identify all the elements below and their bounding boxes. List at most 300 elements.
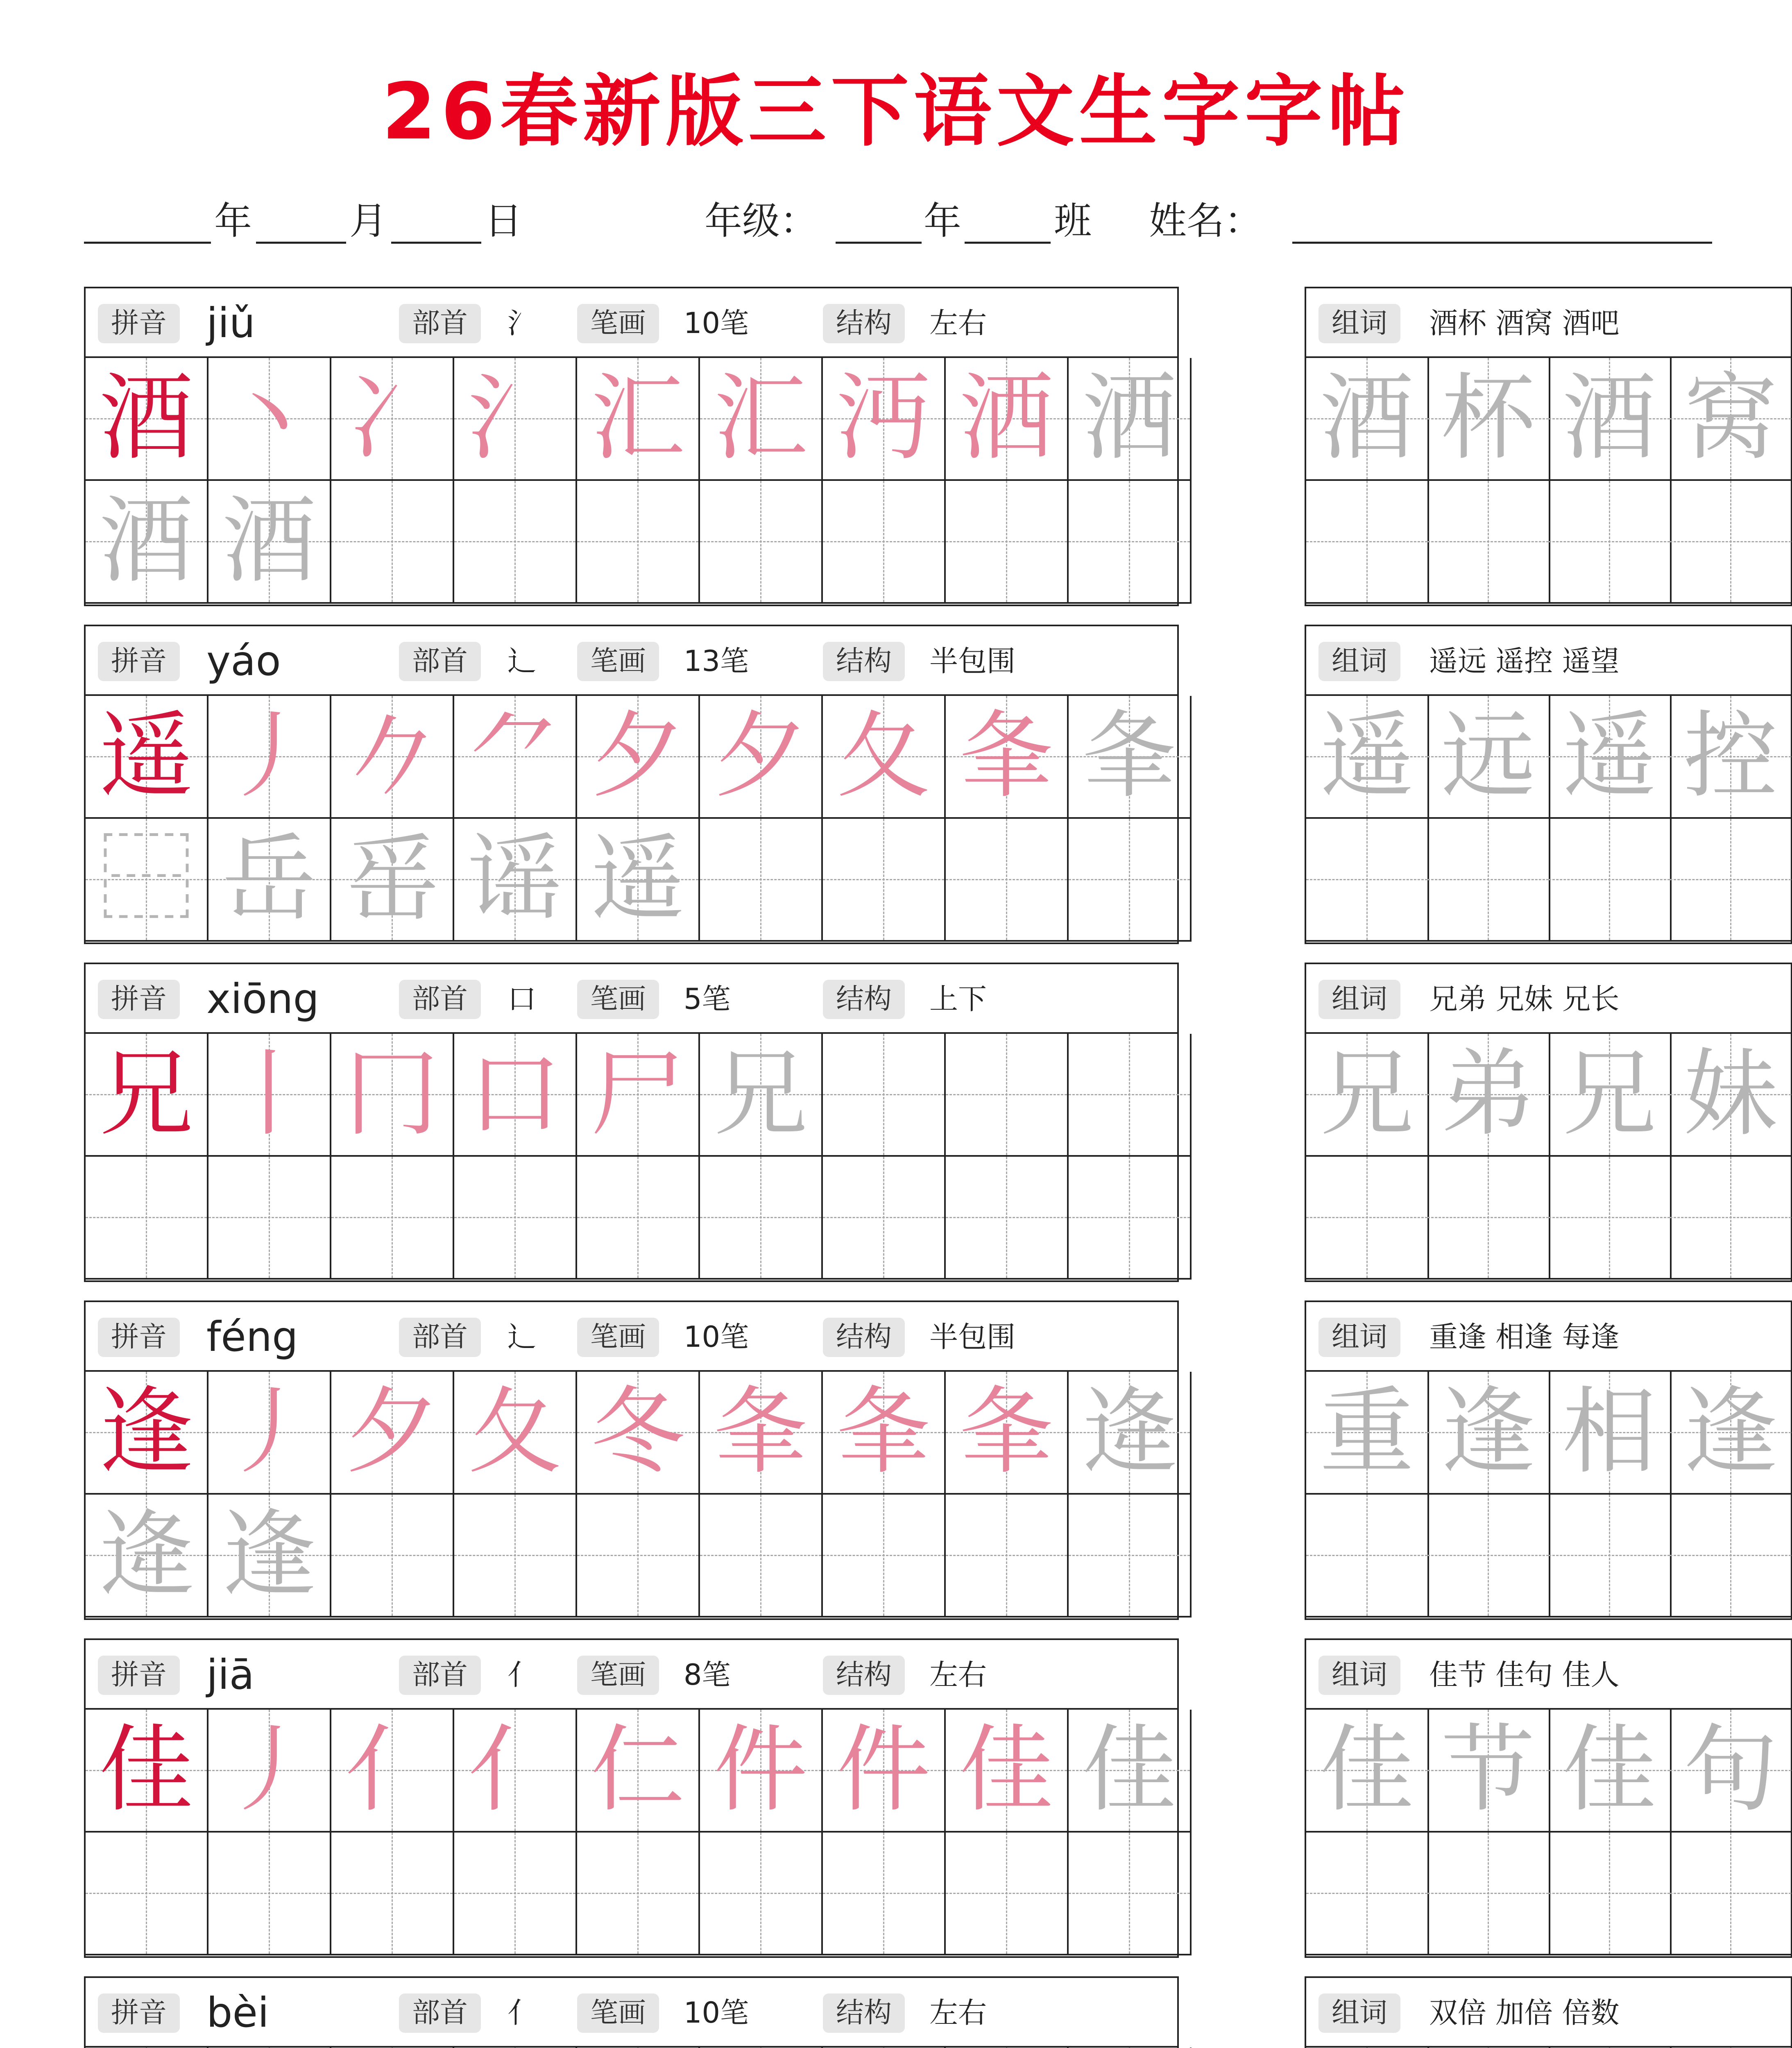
strokes-value: 10笔 xyxy=(684,1996,749,2030)
grid-guide-vertical xyxy=(883,1833,884,1954)
strokes-value: 10笔 xyxy=(684,306,749,340)
word-cell[interactable] xyxy=(1306,1710,1429,1833)
grid-guide-vertical xyxy=(1129,1034,1130,1155)
trace-cell[interactable] xyxy=(577,1833,700,1955)
word-blank-cell[interactable] xyxy=(1427,1157,1550,1280)
word-cell[interactable] xyxy=(1306,1372,1429,1495)
grid-guide-vertical xyxy=(1488,1833,1489,1954)
stroke-step-cell[interactable] xyxy=(946,1710,1069,1833)
words-label: 组词 xyxy=(1319,1656,1400,1695)
stroke-step-cell[interactable] xyxy=(1069,696,1192,819)
stroke-step-cell[interactable] xyxy=(1069,358,1192,481)
word-cell[interactable] xyxy=(1549,1372,1672,1495)
word-cell[interactable] xyxy=(1549,1710,1672,1833)
word-info-bar xyxy=(1306,1640,1791,1710)
character-info-bar xyxy=(86,1640,1177,1710)
stroke-step-character: 丨 xyxy=(222,1040,316,1149)
word-blank-cell[interactable] xyxy=(1306,1495,1429,1618)
grid-guide-vertical xyxy=(1366,819,1368,940)
trace-cell[interactable] xyxy=(1069,1833,1192,1955)
strokes-label: 笔画 xyxy=(577,1994,659,2033)
word-blank-cell[interactable] xyxy=(1306,819,1429,942)
grade-label: 年级： xyxy=(705,199,818,243)
stroke-step-character: 夆 xyxy=(959,1377,1053,1487)
stroke-step-cell[interactable] xyxy=(208,358,331,481)
stroke-step-cell[interactable] xyxy=(1069,1034,1192,1157)
word-box xyxy=(1305,1976,1792,2048)
strokes-value: 5笔 xyxy=(684,982,731,1016)
grid-guide-vertical xyxy=(1129,1495,1130,1616)
practice-box xyxy=(84,963,1179,1282)
class-blank[interactable] xyxy=(965,201,1051,244)
grid-guide-vertical xyxy=(1366,1833,1368,1954)
word-character: 重 xyxy=(1319,1377,1414,1487)
grid-guide-vertical xyxy=(1488,1495,1489,1616)
stroke-step-character: 件 xyxy=(713,1715,808,1825)
grid-guide-vertical xyxy=(760,1157,761,1278)
stroke-step-cell[interactable] xyxy=(946,1372,1069,1495)
trace-cell[interactable] xyxy=(454,1833,577,1955)
stroke-step-character: 仁 xyxy=(590,1715,685,1825)
stroke-step-cell[interactable] xyxy=(946,358,1069,481)
words-value: 酒杯 酒窝 酒吧 xyxy=(1429,306,1620,340)
word-cell[interactable] xyxy=(1306,696,1429,819)
pinyin-value: féng xyxy=(206,1313,298,1361)
grid-guide-vertical xyxy=(883,1495,884,1616)
radical-value: 亻 xyxy=(507,1658,536,1692)
trace-cell[interactable] xyxy=(823,1495,946,1618)
words-value: 重逢 相逢 每逢 xyxy=(1429,1320,1620,1354)
stroke-step-character: 夂 xyxy=(467,1377,562,1487)
word-cell[interactable] xyxy=(1549,1034,1672,1157)
trace-cell[interactable] xyxy=(454,481,577,604)
stroke-step-character: 尸 xyxy=(590,1040,685,1149)
date-name-header xyxy=(84,201,1712,258)
words-label: 组词 xyxy=(1319,1318,1400,1357)
trace-cell[interactable] xyxy=(823,481,946,604)
strokes-label: 笔画 xyxy=(577,980,659,1019)
trace-cell[interactable] xyxy=(700,1833,823,1955)
grid-guide-vertical xyxy=(146,1157,147,1278)
word-cell[interactable] xyxy=(1549,696,1672,819)
structure-label: 结构 xyxy=(823,304,905,343)
trace-cell[interactable] xyxy=(577,1157,700,1280)
stroke-step-character: 件 xyxy=(836,1715,931,1825)
trace-character: 酒 xyxy=(222,487,316,596)
grid-guide-vertical xyxy=(1006,1034,1007,1155)
grid-guide-vertical xyxy=(1129,1157,1130,1278)
stroke-step-cell[interactable] xyxy=(454,1710,577,1833)
trace-cell[interactable] xyxy=(208,819,331,942)
trace-character: 岳 xyxy=(222,825,316,934)
model-cell[interactable] xyxy=(86,358,208,481)
stroke-step-cell[interactable] xyxy=(454,358,577,481)
word-blank-cell[interactable] xyxy=(1549,819,1672,942)
word-blank-cell[interactable] xyxy=(1306,1157,1429,1280)
strokes-value: 8笔 xyxy=(684,1658,731,1692)
trace-cell[interactable] xyxy=(86,819,208,942)
word-info-bar xyxy=(1306,1302,1791,1372)
page-title: 26春新版三下语文生字字帖 xyxy=(382,66,1410,157)
trace-cell[interactable] xyxy=(823,1157,946,1280)
structure-label: 结构 xyxy=(823,1994,905,2033)
structure-label: 结构 xyxy=(823,1318,905,1357)
word-character: 妹 xyxy=(1683,1040,1778,1149)
word-cell[interactable] xyxy=(1306,358,1429,481)
stroke-step-character: 佳 xyxy=(1082,1715,1176,1825)
stroke-step-cell[interactable] xyxy=(454,1372,577,1495)
stroke-step-cell[interactable] xyxy=(577,696,700,819)
word-character: 佳 xyxy=(1319,1715,1414,1825)
stroke-step-cell[interactable] xyxy=(946,1034,1069,1157)
word-character: 相 xyxy=(1562,1377,1656,1487)
pinyin-label: 拼音 xyxy=(98,304,180,343)
grid-guide-vertical xyxy=(392,481,393,602)
word-info-bar xyxy=(1306,626,1791,696)
word-box xyxy=(1305,287,1792,606)
character-info-bar xyxy=(86,1978,1177,2048)
stroke-step-character: 逄 xyxy=(1082,1377,1176,1487)
word-cell[interactable] xyxy=(1670,358,1792,481)
grid-guide-vertical xyxy=(1609,1495,1610,1616)
word-blank-cell[interactable] xyxy=(1670,1495,1792,1618)
stroke-step-character: 丿 xyxy=(222,1715,316,1825)
strokes-label: 笔画 xyxy=(577,1656,659,1695)
word-blank-cell[interactable] xyxy=(1549,1833,1672,1955)
trace-cell[interactable] xyxy=(946,1833,1069,1955)
trace-cell[interactable] xyxy=(86,1495,208,1618)
stroke-step-cell[interactable] xyxy=(1069,1710,1192,1833)
word-cell[interactable] xyxy=(1427,358,1550,481)
stroke-step-cell[interactable] xyxy=(823,1372,946,1495)
word-info-bar xyxy=(1306,1978,1791,2048)
model-character: 酒 xyxy=(99,364,193,473)
radical-value: 氵 xyxy=(507,306,536,340)
strokes-label: 笔画 xyxy=(577,642,659,681)
trace-cell[interactable] xyxy=(823,819,946,942)
practice-box xyxy=(84,625,1179,944)
trace-cell[interactable] xyxy=(331,481,454,604)
word-info-bar xyxy=(1306,964,1791,1034)
stroke-step-character: 口 xyxy=(467,1040,562,1149)
words-value: 佳节 佳句 佳人 xyxy=(1429,1658,1620,1692)
word-blank-cell[interactable] xyxy=(1670,481,1792,604)
month-blank[interactable] xyxy=(256,201,346,244)
trace-cell[interactable] xyxy=(454,1157,577,1280)
grid-guide-vertical xyxy=(760,1495,761,1616)
pinyin-label: 拼音 xyxy=(98,980,180,1019)
word-blank-cell[interactable] xyxy=(1670,819,1792,942)
grid-guide-vertical xyxy=(1129,1833,1130,1954)
year-blank[interactable] xyxy=(84,201,211,244)
grid-guide-vertical xyxy=(392,1495,393,1616)
stroke-step-cell[interactable] xyxy=(331,358,454,481)
word-blank-cell[interactable] xyxy=(1670,1157,1792,1280)
practice-box xyxy=(84,1976,1179,2048)
trace-cell[interactable] xyxy=(331,819,454,942)
grid-guide-vertical xyxy=(269,1157,270,1278)
word-character: 遥 xyxy=(1562,702,1656,811)
word-cell[interactable] xyxy=(1427,1372,1550,1495)
pinyin-label: 拼音 xyxy=(98,1656,180,1695)
grid-guide-vertical xyxy=(1488,1157,1489,1278)
stroke-step-character: 丿 xyxy=(222,702,316,811)
grid-guide-vertical xyxy=(637,1495,639,1616)
grid-guide-vertical xyxy=(760,819,761,940)
grid-guide-vertical xyxy=(1129,481,1130,602)
trace-cell[interactable] xyxy=(577,481,700,604)
grid-guide-vertical xyxy=(1366,1157,1368,1278)
word-cell[interactable] xyxy=(1427,1710,1550,1833)
word-cell[interactable] xyxy=(1306,1034,1429,1157)
stroke-step-cell[interactable] xyxy=(700,358,823,481)
grid-guide-vertical xyxy=(1129,819,1130,940)
trace-character: 䍃 xyxy=(344,825,439,934)
character-section xyxy=(84,963,1778,1282)
word-character: 遥 xyxy=(1319,702,1414,811)
stroke-step-cell[interactable] xyxy=(823,696,946,819)
trace-cell[interactable] xyxy=(208,1495,331,1618)
structure-label: 结构 xyxy=(823,980,905,1019)
grid-guide-vertical xyxy=(760,1833,761,1954)
character-section xyxy=(84,625,1778,944)
trace-cell[interactable] xyxy=(700,819,823,942)
trace-cell[interactable] xyxy=(946,1495,1069,1618)
trace-cell[interactable] xyxy=(86,1833,208,1955)
word-cell[interactable] xyxy=(1670,1710,1792,1833)
word-cell[interactable] xyxy=(1670,1372,1792,1495)
grid-guide-vertical xyxy=(1488,819,1489,940)
stroke-step-cell[interactable] xyxy=(700,1034,823,1157)
trace-character: 逢 xyxy=(222,1500,316,1610)
grid-guide-vertical xyxy=(637,1157,639,1278)
word-character: 逢 xyxy=(1441,1377,1535,1487)
stroke-step-character: 兄 xyxy=(713,1040,808,1149)
trace-character: 谣 xyxy=(467,825,562,934)
words-value: 兄弟 兄妹 兄长 xyxy=(1429,982,1620,1016)
stroke-step-character: 冬 xyxy=(590,1377,685,1487)
grid-guide-vertical xyxy=(514,1495,516,1616)
stroke-step-character: 夆 xyxy=(1082,702,1176,811)
stroke-step-cell[interactable] xyxy=(577,1710,700,1833)
structure-value: 半包围 xyxy=(929,644,1015,678)
grid-guide-vertical xyxy=(514,481,516,602)
trace-cell[interactable] xyxy=(331,1157,454,1280)
word-character: 酒 xyxy=(1319,364,1414,473)
trace-cell[interactable] xyxy=(577,1495,700,1618)
stroke-step-character: 氵 xyxy=(467,364,562,473)
word-cell[interactable] xyxy=(1427,696,1550,819)
pinyin-label: 拼音 xyxy=(98,1994,180,2033)
grid-guide-vertical xyxy=(760,481,761,602)
word-cell[interactable] xyxy=(1427,1034,1550,1157)
stroke-step-character: 佳 xyxy=(959,1715,1053,1825)
trace-cell[interactable] xyxy=(700,1495,823,1618)
trace-cell[interactable] xyxy=(208,1157,331,1280)
word-character: 远 xyxy=(1441,702,1535,811)
radical-label: 部首 xyxy=(399,1656,481,1695)
grid-guide-vertical xyxy=(1006,1157,1007,1278)
word-blank-cell[interactable] xyxy=(1670,1833,1792,1955)
stroke-step-cell[interactable] xyxy=(331,1372,454,1495)
word-cell[interactable] xyxy=(1549,358,1672,481)
grid-guide-vertical xyxy=(1488,481,1489,602)
word-blank-cell[interactable] xyxy=(1549,1157,1672,1280)
trace-cell[interactable] xyxy=(700,1157,823,1280)
word-cell[interactable] xyxy=(1670,696,1792,819)
word-character: 兄 xyxy=(1562,1040,1656,1149)
stroke-step-cell[interactable] xyxy=(700,1710,823,1833)
pinyin-label: 拼音 xyxy=(98,1318,180,1357)
trace-character: 逄 xyxy=(99,1500,193,1610)
structure-value: 左右 xyxy=(929,1658,987,1692)
word-info-bar xyxy=(1306,288,1791,358)
model-character: 遥 xyxy=(99,702,193,811)
trace-cell[interactable] xyxy=(1069,481,1192,604)
stroke-step-cell[interactable] xyxy=(577,1034,700,1157)
stroke-step-character: 夆 xyxy=(836,1377,931,1487)
model-cell[interactable] xyxy=(86,1372,208,1495)
stroke-step-cell[interactable] xyxy=(946,696,1069,819)
month-label: 月 xyxy=(349,199,387,243)
word-cell[interactable] xyxy=(1670,1034,1792,1157)
trace-cell[interactable] xyxy=(331,1833,454,1955)
word-blank-cell[interactable] xyxy=(1427,1833,1550,1955)
trace-cell[interactable] xyxy=(331,1495,454,1618)
day-label: 日 xyxy=(485,199,523,243)
trace-cell[interactable] xyxy=(946,481,1069,604)
trace-cell[interactable] xyxy=(577,819,700,942)
stroke-step-cell[interactable] xyxy=(208,1372,331,1495)
stroke-step-cell[interactable] xyxy=(700,696,823,819)
stroke-step-cell[interactable] xyxy=(331,1710,454,1833)
character-section xyxy=(84,1638,1778,1958)
trace-cell[interactable] xyxy=(208,481,331,604)
trace-cell[interactable] xyxy=(1069,1157,1192,1280)
trace-cell[interactable] xyxy=(208,1833,331,1955)
word-character: 窝 xyxy=(1683,364,1778,473)
radical-label: 部首 xyxy=(399,642,481,681)
grid-guide-vertical xyxy=(1366,1495,1368,1616)
words-label: 组词 xyxy=(1319,1994,1400,2033)
word-blank-cell[interactable] xyxy=(1427,819,1550,942)
trace-cell[interactable] xyxy=(823,1833,946,1955)
model-cell[interactable] xyxy=(86,1710,208,1833)
word-blank-cell[interactable] xyxy=(1306,1833,1429,1955)
stroke-step-character: ⺈ xyxy=(467,702,562,811)
trace-cell[interactable] xyxy=(454,1495,577,1618)
strokes-value: 13笔 xyxy=(684,644,749,678)
model-cell[interactable] xyxy=(86,1034,208,1157)
grade-year-label: 年 xyxy=(924,199,962,243)
trace-cell[interactable] xyxy=(1069,1495,1192,1618)
stroke-step-character: 夕 xyxy=(344,1377,439,1487)
stroke-step-character: 丶 xyxy=(222,364,316,473)
words-value: 双倍 加倍 倍数 xyxy=(1429,1996,1620,2030)
grid-guide-vertical xyxy=(1609,481,1610,602)
word-blank-cell[interactable] xyxy=(1306,481,1429,604)
grid-guide-vertical xyxy=(1006,819,1007,940)
radical-label: 部首 xyxy=(399,980,481,1019)
pinyin-value: jiǔ xyxy=(206,299,255,347)
grid-guide-vertical xyxy=(514,1157,516,1278)
grid-guide-vertical xyxy=(883,819,884,940)
grid-guide-vertical xyxy=(1730,481,1731,602)
pinyin-value: bèi xyxy=(206,1989,269,2037)
trace-cell[interactable] xyxy=(946,1157,1069,1280)
radical-value: 口 xyxy=(507,982,536,1016)
structure-value: 半包围 xyxy=(929,1320,1015,1354)
word-blank-cell[interactable] xyxy=(1549,1495,1672,1618)
grid-guide-vertical xyxy=(514,1833,516,1954)
stroke-step-character: 夆 xyxy=(959,702,1053,811)
trace-cell[interactable] xyxy=(86,1157,208,1280)
stroke-step-cell[interactable] xyxy=(208,696,331,819)
trace-cell[interactable] xyxy=(700,481,823,604)
name-blank[interactable] xyxy=(1292,201,1712,244)
trace-cell[interactable] xyxy=(454,819,577,942)
stroke-step-cell[interactable] xyxy=(331,1034,454,1157)
word-blank-cell[interactable] xyxy=(1549,481,1672,604)
stroke-step-cell[interactable] xyxy=(700,1372,823,1495)
stroke-step-cell[interactable] xyxy=(577,358,700,481)
stroke-step-character: 夕 xyxy=(713,702,808,811)
grid-guide-vertical xyxy=(883,481,884,602)
practice-box xyxy=(84,1638,1179,1958)
grid-guide-vertical xyxy=(1006,1495,1007,1616)
word-blank-cell[interactable] xyxy=(1427,481,1550,604)
structure-value: 上下 xyxy=(929,982,987,1016)
stroke-step-cell[interactable] xyxy=(208,1034,331,1157)
word-character: 控 xyxy=(1683,702,1778,811)
day-blank[interactable] xyxy=(391,201,481,244)
structure-label: 结构 xyxy=(823,642,905,681)
grid-guide-vertical xyxy=(1730,819,1731,940)
trace-cell[interactable] xyxy=(1069,819,1192,942)
stroke-step-cell[interactable] xyxy=(454,696,577,819)
stroke-step-cell[interactable] xyxy=(331,696,454,819)
grid-guide-vertical xyxy=(146,1833,147,1954)
stroke-step-cell[interactable] xyxy=(1069,1372,1192,1495)
word-character: 佳 xyxy=(1562,1715,1656,1825)
stroke-step-cell[interactable] xyxy=(454,1034,577,1157)
word-character: 句 xyxy=(1683,1715,1778,1825)
word-box xyxy=(1305,625,1792,944)
stroke-step-cell[interactable] xyxy=(823,1034,946,1157)
stroke-step-cell[interactable] xyxy=(208,1710,331,1833)
words-label: 组词 xyxy=(1319,980,1400,1019)
grade-blank[interactable] xyxy=(836,201,922,244)
stroke-step-character: 汇 xyxy=(590,364,685,473)
stroke-step-character: 夕 xyxy=(590,702,685,811)
stroke-step-cell[interactable] xyxy=(823,1710,946,1833)
stroke-step-cell[interactable] xyxy=(577,1372,700,1495)
stroke-step-cell[interactable] xyxy=(823,358,946,481)
grid-guide-vertical xyxy=(1609,1833,1610,1954)
trace-cell[interactable] xyxy=(946,819,1069,942)
radical-label: 部首 xyxy=(399,1318,481,1357)
model-cell[interactable] xyxy=(86,696,208,819)
pinyin-value: xiōng xyxy=(206,975,319,1023)
word-blank-cell[interactable] xyxy=(1427,1495,1550,1618)
stroke-step-character: 冂 xyxy=(344,1040,439,1149)
stroke-step-character: 丿 xyxy=(222,1377,316,1487)
stroke-step-character: 洒 xyxy=(959,364,1053,473)
pinyin-value: jiā xyxy=(206,1651,254,1699)
word-box xyxy=(1305,1638,1792,1958)
class-label: 班 xyxy=(1054,199,1092,243)
trace-cell[interactable] xyxy=(86,481,208,604)
